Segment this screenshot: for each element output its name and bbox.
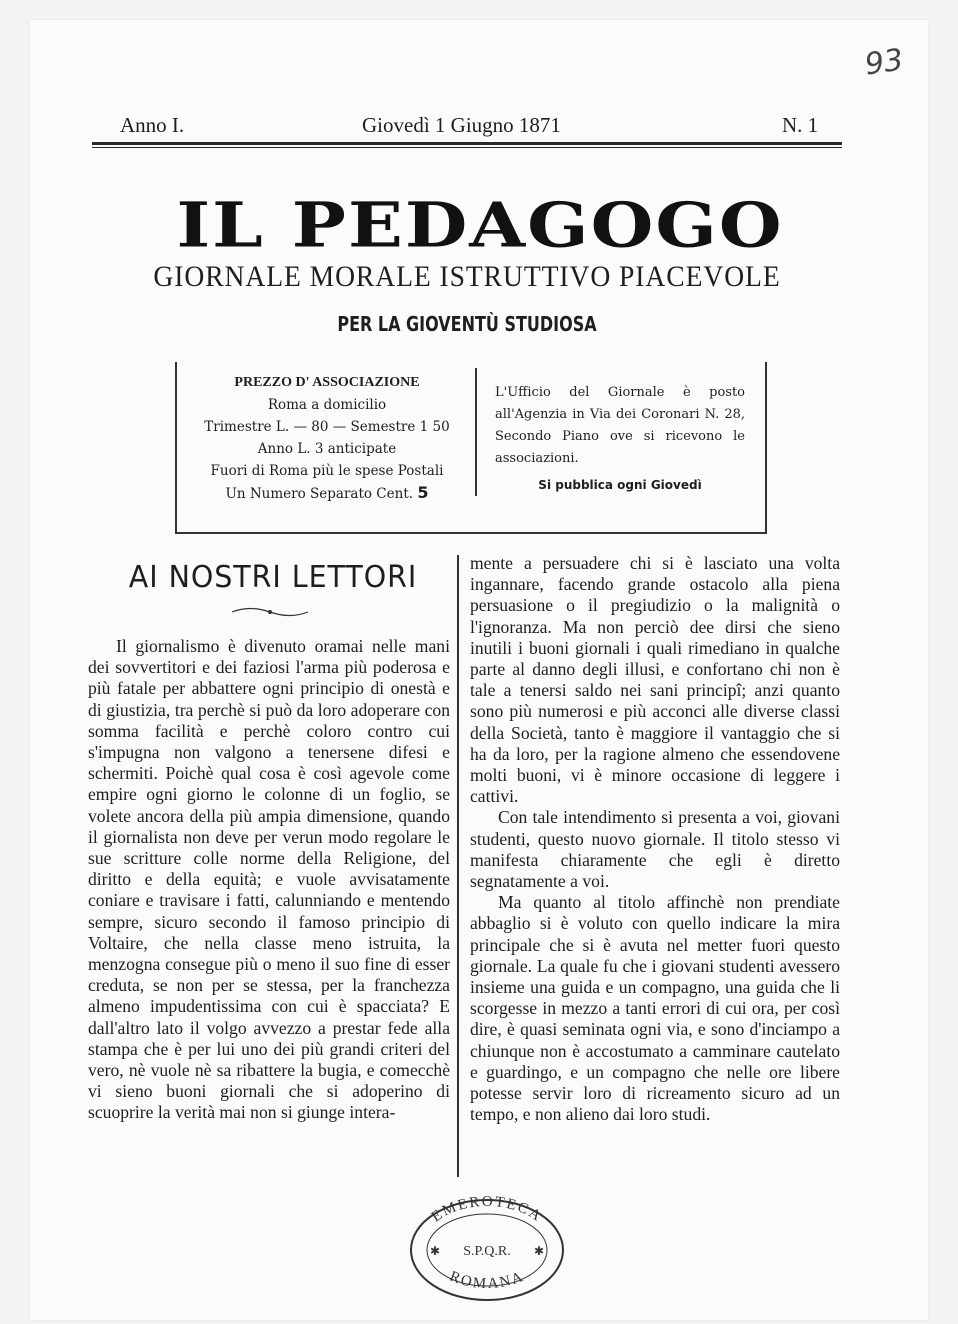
- subscription-line: Anno L. 3 anticipate: [257, 441, 397, 457]
- issue-header: [92, 113, 842, 143]
- svg-text:EMEROTECA: [429, 1196, 545, 1225]
- stamp-middle-text: S.P.Q.R.: [463, 1244, 511, 1259]
- subscription-info: [177, 372, 477, 505]
- article-title: AI NOSTRI LETTORI: [128, 560, 418, 595]
- masthead-subtitle: GIORNALE MORALE ISTRUTTIVO PIACEVOLE: [153, 260, 781, 293]
- article-paragraph: Il giornalismo è divenuto oramai nelle mani dei sovvertitori e dei faziosi l'arma più poderosa e più fatale per abbattere ogni principio di onestà e di giustizia, tra perchè si può da loro adoperare con somma facilità e perchè coloro contro cui s'impugna non valgono a tenersene difesi e schermiti. Poichè qual cosa è così agevole come empire ogni giorno le colonne di un foglio, se volete ancora della più ampia dimensione, quando il giornalista non deve per verun modo regolare le sue scritture colle norme della Religione, del diritto e della equità; e vuole avvisatamente coniare e travisare i fatti, calunniando e mentendo sempre, sicuro secondo il famoso principio di Voltaire, che nella classe meno istruita, la menzogna consegue più o meno il suo fine di esser creduta, se non per se stessa, per la franchezza almeno impudentissima con cui è spacciata? E dall'altro lato il volgo avvezzo a prestar fede alla stampa che è per lui uno dei più grandi criteri del vero, nè vuole nè sa ribattere la bugia, e comecchè vi sieno buoni giornali che si adoperino di scuoprire la verità mai non si giunge intera-: [88, 636, 450, 1123]
- subscription-heading: PREZZO D' ASSOCIAZIONE: [234, 375, 420, 390]
- article-column-left: [88, 636, 450, 1124]
- stamp-bottom-text: ROMANA: [447, 1268, 527, 1293]
- office-info: [495, 382, 745, 496]
- svg-text:✱: ✱: [429, 1244, 441, 1258]
- subscription-line: Trimestre L. — 80 — Semestre 1 50: [204, 419, 450, 435]
- issue-year: Anno I.: [120, 113, 185, 137]
- svg-text:✱: ✱: [533, 1244, 545, 1258]
- library-stamp-icon: [407, 1196, 567, 1304]
- ornament-divider-icon: [230, 605, 310, 619]
- subscription-line: Fuori di Roma più le spese Postali: [210, 463, 444, 479]
- article-paragraph: Ma quanto al titolo affinchè non prendiate abbaglio si è voluto con quello indicare la mira principale che si è avuta nel metter fuori questo giornale. La quale fu che i giovani studenti avessero insieme una guida e un compagno, una guida che li scorgesse in mezzo a tanti errori di cui ora, per così dire, è quasi seminata ogni via, e sono d'inciampo a chiunque non è accostumato a camminare cautelato e guardingo, e un compagno che nelle ore libere potesse servir loro di ricreamento sicuro ad un tempo, e non alieno dai loro studi.: [470, 892, 840, 1125]
- publication-frequency: Si pubblica ogni Giovedì: [538, 478, 702, 492]
- single-copy-label: Un Numero Separato Cent.: [225, 486, 414, 502]
- stamp-top-text: EMEROTECA: [428, 1196, 546, 1226]
- svg-text:ROMANA: [447, 1269, 526, 1293]
- column-rule: [457, 555, 459, 1177]
- header-rule-thin: [92, 147, 842, 148]
- box-divider: [475, 368, 477, 496]
- article-column-right: [470, 553, 840, 1125]
- issue-date: Giovedì 1 Giugno 1871: [362, 113, 561, 137]
- subscription-line: Roma a domicilio: [267, 397, 387, 413]
- masthead-title: IL PEDAGOGO: [176, 188, 784, 262]
- article-paragraph: Con tale intendimento si presenta a voi, giovani studenti, questo nuovo giornale. Il titolo stesso vi manifesta chiaramente che egli è diretto segnatamente a voi.: [470, 807, 840, 892]
- handwritten-page-number: 93: [862, 42, 906, 83]
- article-paragraph: mente a persuadere chi si è lasciato una volta ingannare, facendo grande ostacolo alla piena persuasione o il pregiudizio o la malignità o l'ignoranza. Ma non perciò dee dirsi che sieno inutili i buoni giornali i quali rimediano in qualche parte al danno degli illusi, e confortano chi non è tale a tenersi saldo nei sani principî; anzi quanto sono più numerosi e più acconci alle diverse classi della Società, tanto è maggiore il vantaggio che si ha da loro, per la ragione almeno che essendovene molti buoni, vi è minore occasione di leggere i cattivi.: [470, 553, 840, 807]
- subscription-line-price: [177, 482, 477, 505]
- single-copy-price: 5: [417, 483, 429, 502]
- subscription-box: [175, 362, 767, 534]
- office-address: L'Ufficio del Giornale è posto all'Agenzia in Via dei Coronari N. 28, Secondo Piano ove si ricevono le associazioni.: [495, 385, 745, 466]
- masthead-audience: PER LA GIOVENTÙ STUDIOSA: [337, 312, 597, 336]
- header-rule-thick: [92, 142, 842, 145]
- issue-number: N. 1: [782, 113, 819, 137]
